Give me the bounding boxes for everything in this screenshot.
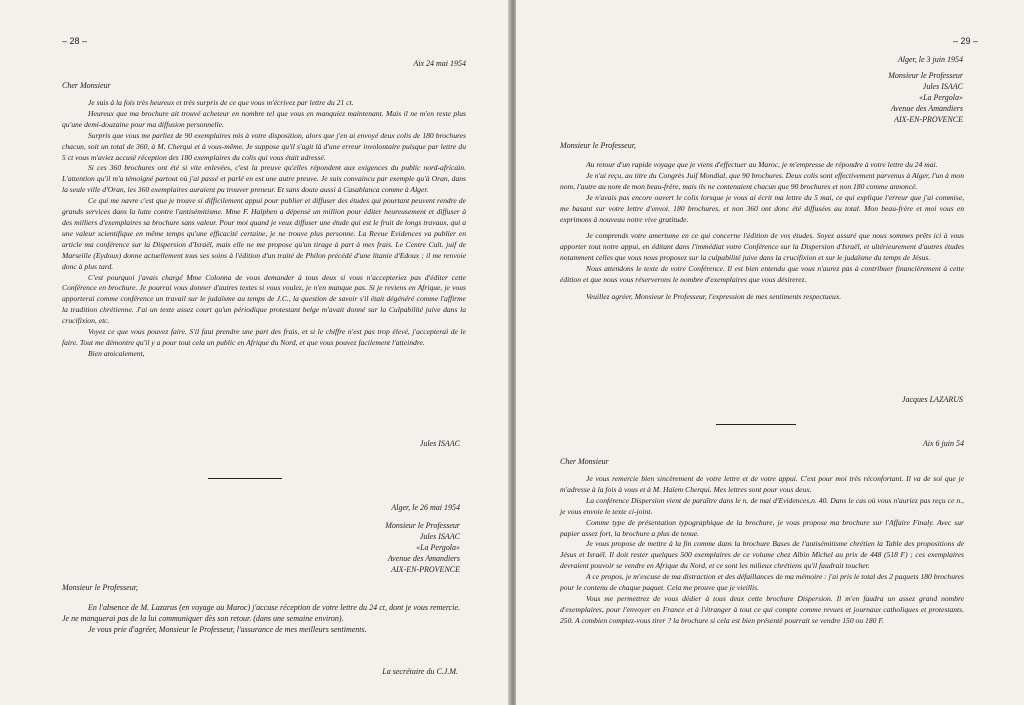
salutation: Cher Monsieur [560,457,609,466]
paragraph: Comme type de présentation typographique de la brochure, je vous propose ma brochure sur l'Affaire Finaly. Avec sur papier assez fort, la brochure a plus de tenue. [560,517,964,538]
paragraph: A ce propos, je m'excuse de ma distraction et des défaillances de ma mémoire : j'ai pris le total des 2 paquets 180 brochures pour le contenu de chaque paquet. Cela me prouve que je vieillis. [560,572,964,593]
letter-date: Alger, le 3 juin 1954 [897,55,963,64]
paragraph: Heureux que ma brochure ait trouvé acheteur en nombre tel que vous en manquiez maintenant. Mais il ne m'en reste plus qu'une demi-douzaine pour ma diffusion personnelle. [62,108,466,129]
left-page [0,0,510,705]
address-line: Avenue des Amandiers [387,554,460,563]
paragraph: C'est pourquoi j'avais chargé Mme Colonna de vous demander à tous deux si vous n'accepteriez pas d'éditer cette Conférence en brochure. Je pourrai vous donner d'autres textes si vous voulez, je n'en manque pas. Si je reviens en Afrique, je vous apporterai comme conférence un travail sur le judaïsme au temps de J.C., la question de savoir s'il était dégénéré comme l'affirme la tradition chrétienne. J'ai un texte assez court qu'un périodique protestant belge m'avait donné sur la Culpabilité juive dans la crucifixion, etc. [62,272,466,326]
letter-date: Alger, le 26 mai 1954 [391,503,460,512]
paragraph: Surpris que vous me parliez de 90 exemplaires mis à votre disposition, alors que j'en ai envoyé deux colis de 180 brochures chacun, soit un total de 360, à M. Cherqui et à vous-même. Je suppose qu'il s'agit là d'une erreur involontaire puisque par lettre du 5 ct vous m'aviez accusé réception des 180 exemplaires du colis qui vous était adressé. [62,130,466,162]
address-line: Jules ISAAC [922,82,963,91]
paragraph: Je n'ai reçu, au titre du Congrès Juif Mondial, que 90 brochures. Deux colis sont effectivement parvenus à Alger, l'un à mon nom, l'autre au nom de mon beau-frère, mais ils ne contenaient chacun que 90 brochures et non 180 comme annoncé. [560,170,964,191]
paragraph: Ce qui me navre c'est que je trouve si difficilement appui pour publier et diffuser des études qui pourtant peuvent rendre de grands services dans la lutte contre l'antisémitisme. Mme F. Halphen a dépensé un million pour éditer heureusement et diffuser à des milliers d'exemplaires sa brochure sans valeur. Pour moi quand je veux diffuser une étude qui est le fruit de longs travaux, qui a une valeur scientifique en même temps qu'une efficacité certaine, je ne trouve plus personne. La Revue Evidences va publier en article ma conférence sur la Dispersion d'Israël, mais elle ne me propose qu'un tirage à part à mes frais. Le Centre Cult. juif de Marseille (Eydoux) donne actuellement tous ses soins à l'édition d'un traité de Philon précédé d'une litanie d'Edoux ; il me renvoie donc à plus tard. [62,196,466,271]
paragraph: En l'absence de M. Lazarus (en voyage au Maroc) j'accuse réception de votre lettre du 24 ct, dont je vous remercie. Je ne manquerai pas de la lui communiquer dès son retour. (dans une semaine environ). [62,603,460,623]
letter-date: Aix 24 mai 1954 [413,59,466,68]
address-line: «La Pergola» [416,543,460,552]
page-number: – 28 – [62,36,88,46]
address-line: Monsieur le Professeur [385,521,460,530]
separator-line [208,478,282,479]
address-line: «La Pergola» [919,93,963,102]
recipient-address [280,520,460,575]
paragraph: Veuillez agréer, Monsieur le Professeur, l'expression de mes sentiments respectueux. [586,291,842,301]
page-number: – 29 – [952,36,978,46]
salutation: Cher Monsieur [62,81,111,90]
signature: Jacques LAZARUS [901,395,963,404]
paragraph: Si ces 360 brochures ont été si vite enlevées, c'est la preuve qu'elles répondent aux exigences du public nord-africain. L'attention qu'il m'a témoigné partout où j'ai passé et parlé en est une autre preuve. Je suis convaincu par exemple qu'à Oran, dans la seule ville d'Oran, les 360 exemplaires auraient pu trouver preneur. Et sans doute aussi à Casablanca comme à Alger. [62,163,466,195]
letter-date: Aix 6 juin 54 [922,439,964,448]
paragraph: Je vous propose de mettre à la fin comme dans la brochure Bases de l'antisémitisme chrétien la Table des propositions de Jésus et Israël. Il doit rester quelques 500 exemplaires de ce volume chez Albin Michel au prix de 448 (518 F) ; ces exemplaires devraient pouvoir se vendre en Afrique du Nord, et ce sont les milieux chrétiens qu'il faudrait toucher. [560,539,964,571]
right-page [516,0,1024,705]
closing: Bien amicalement, [88,348,145,358]
paragraph: Au retour d'un rapide voyage que je viens d'effectuer au Maroc, je m'empresse de répondre à votre lettre du 24 mai. [586,160,938,169]
paragraph: Je comprends votre amertume en ce qui concerne l'édition de vos études. Soyez assuré que nous sommes prêts ici à vous apporter tout notre appui, en éditant dans l'immédiat votre Conférence sur la Dispersion d'Israël, et ultérieurement d'autres études notamment celles que vous nous proposez sur la culpabilité juive dans la crucifixion et sur le judaïsme du temps de Jésus. [560,231,964,263]
address-line: AIX-EN-PROVENCE [894,115,963,124]
paragraph: Je suis à la fois très heureux et très surpris de ce que vous m'écrivez par lettre du 21 ct. [88,98,354,107]
paragraph: Nous attendons le texte de votre Conférence. Il est bien entendu que vous n'aurez pas à contribuer financièrement à cette édition et que nous vous réserverons le nombre d'exemplaires que vous désirerez. [560,264,964,285]
letter-body [62,98,466,360]
address-line: Avenue des Amandiers [890,104,963,113]
address-line: Jules ISAAC [419,532,460,541]
paragraph: Je vous prie d'agréer, Monsieur le Professeur, l'assurance de mes meilleurs sentiments. [88,625,367,634]
letter-body [560,474,964,627]
salutation: Monsieur le Professeur, [560,141,636,150]
paragraph: Je n'avais pas encore ouvert le colis lorsque je vous ai écrit ma lettre du 5 mai, ce qui explique l'erreur que j'ai commise, me basant sur votre lettre d'envoi. 180 brochures, et non 360 ont donc été diffusées au total. Mon beau-frère et moi vous en exprimons à nouveau notre vive gratitude. [560,192,964,224]
address-line: Monsieur le Professeur [888,71,963,80]
paragraph: Je vous remercie bien sincèrement de votre lettre et de votre appui. C'est pour moi très réconfortant. Il va de soi que je m'adresse à la fois à vous et à M. Haïem Cherqui. Mes lettres sont pour vous deux. [560,474,964,494]
salutation: Monsieur le Professeur, [62,583,138,592]
separator-line [716,424,796,425]
letter-body [62,602,460,635]
paragraph: La conférence Dispersion vient de paraître dans le n. de mai d'Evidences,n. 40. Dans le cas où vous n'auriez pas reçu ce n., je vous envoie le texte ci-joint. [560,495,964,516]
signature: La secrétaire du C.J.M. [382,667,458,676]
letter-body [560,160,964,303]
address-line: AIX-EN-PROVENCE [391,565,460,574]
recipient-address [796,70,963,125]
signature: Jules ISAAC [419,439,460,448]
paragraph: Voyez ce que vous pouvez faire. S'il faut prendre une part des frais, et si le chiffre n'est pas trop élevé, j'accepterai de le faire. Tout me démontre qu'il y a pour tout cela un public en Afrique du Nord, et que vous pouvez facilement l'atteindre. [62,327,466,347]
paragraph: Vous me permettrez de vous dédier à tous deux cette brochure Dispersion. Il m'en faudra un assez grand nombre d'exemplaires, pour l'envoyer en France et à l'étranger à tout ce qui compte comme revues et journaux catholiques et protestants. 250. A combien comptez-vous tirer ? la brochure si cela est bien présenté pourrait se vendre 150 ou 180 F. [560,593,964,625]
